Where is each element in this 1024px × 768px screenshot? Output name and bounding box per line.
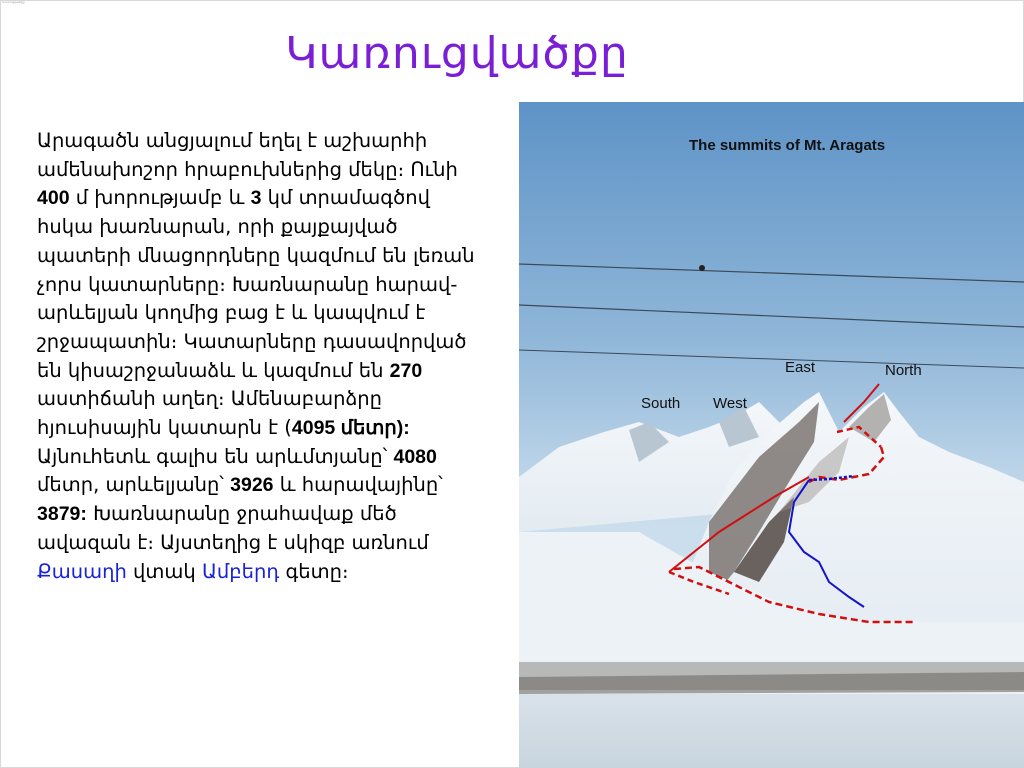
label-north: North	[885, 362, 922, 379]
colon-mark: :	[403, 417, 410, 440]
amberd-link[interactable]: Ամբերդ	[201, 559, 280, 583]
label-west: West	[713, 395, 747, 412]
kasagh-link[interactable]: Քասաղի	[37, 559, 127, 583]
body-text-2: մ խորությամբ և	[69, 186, 251, 210]
body-text-3: կմ տրամագծով հսկա խառնարան, որի քայքայված պատերի մնացորդները կազմում են լեռան չորս կատարները։ Խառնարանը հարավ-արևելյան կողմից բաց է և կապվում է շրջապատին։ Կատարները դասավորված են կիսաշրջանաձև և կազմում են	[37, 186, 475, 382]
west-summit-height: 4080	[393, 445, 437, 468]
crater-diameter-value: 3	[250, 187, 262, 210]
aragats-photo-svg	[519, 102, 1024, 768]
bird	[699, 265, 705, 271]
arc-degrees-value: 270	[389, 359, 423, 382]
north-summit-height: 4095	[291, 417, 336, 440]
label-east: East	[785, 359, 816, 376]
header-mini-text: Կառուցվածքը	[2, 0, 25, 4]
label-south: South	[641, 395, 681, 412]
photo-caption: The summits of Mt. Aragats	[689, 137, 886, 154]
body-text-7: մետր, արևելյանը՝	[37, 473, 231, 497]
body-text-8: և հարավայինը՝	[273, 473, 443, 497]
body-text-10: վտակ	[126, 559, 202, 583]
slide-title: Կառուցվածքը	[285, 28, 629, 79]
aragats-photo	[519, 102, 1024, 768]
body-text-9: Խառնարանը ջրահավաք մեծ ավազան է։ Այստեղից է սկիզբ առնում	[37, 502, 429, 554]
body-paragraph	[37, 127, 485, 586]
east-summit-height: 3926	[230, 474, 274, 497]
body-text-5: մետր)	[335, 417, 404, 440]
body-text-11: գետը։	[279, 559, 349, 583]
body-text-6: Այնուհետև գալիս են արևմտյանը՝	[37, 444, 394, 468]
body-text-1: Արագածն անցյալում եղել է աշխարհի ամենախոշոր հրաբուխներից մեկը։ Ունի	[37, 129, 458, 181]
south-summit-height: 3879:	[37, 503, 87, 526]
body-text-4: աստիճանի աղեղ։ Ամենաբարձրը հյուսիսային կատարն է (	[37, 387, 383, 440]
plain	[519, 694, 1024, 768]
crater-depth-value: 400	[37, 187, 70, 210]
